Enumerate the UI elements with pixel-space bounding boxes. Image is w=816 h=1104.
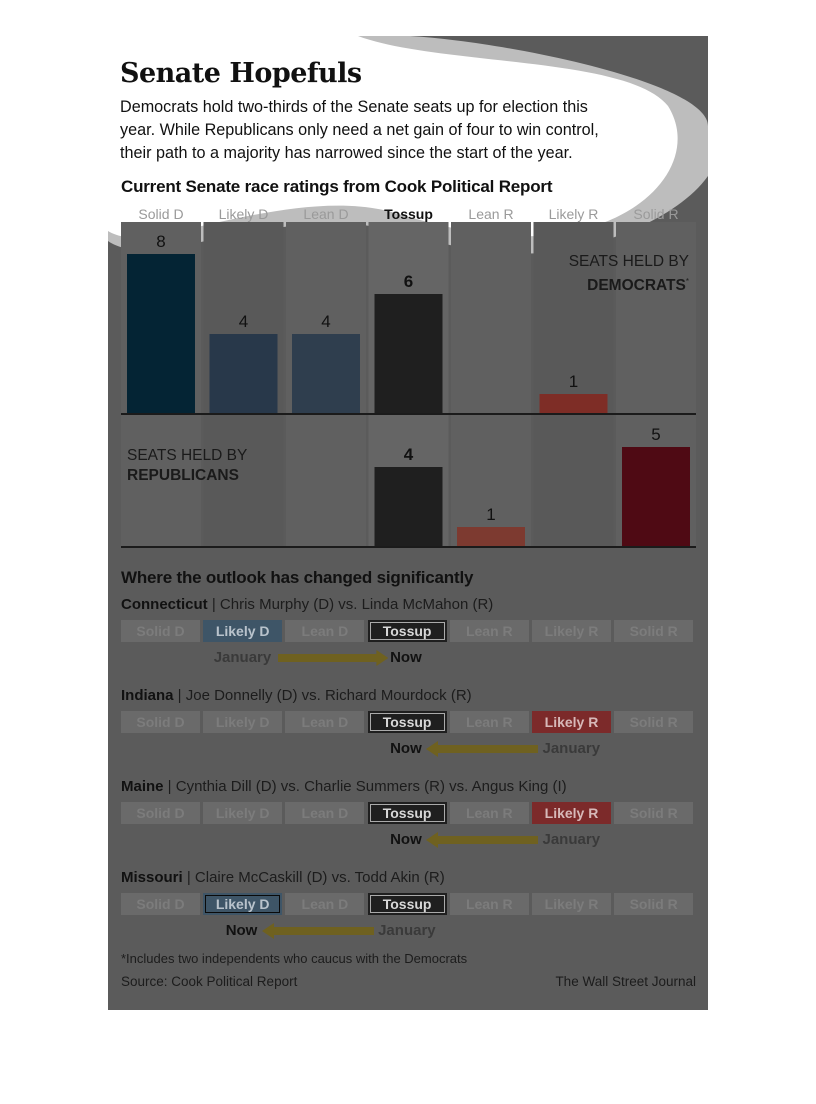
ratings-bar-chart: [108, 36, 708, 566]
change-timeline: [108, 829, 708, 851]
rating-cell: Likely D: [203, 893, 282, 915]
dem-label-line2: DEMOCRATS: [587, 277, 686, 295]
race-candidates: Claire McCaskill (D) vs. Todd Akin (R): [194, 869, 445, 886]
footnote: *Includes two independents who caucus with the Democrats: [121, 951, 468, 966]
race-separator: |: [173, 687, 186, 704]
race-state: Missouri: [121, 869, 183, 886]
rating-cell: Likely R: [532, 620, 611, 642]
rep-label-line2: REPUBLICANS: [127, 467, 239, 484]
bar: [622, 447, 690, 547]
rating-cell: Likely D: [203, 711, 282, 733]
rating-cell: Solid R: [614, 711, 693, 733]
rating-cell: Solid D: [121, 620, 200, 642]
rating-cell: Lean R: [450, 893, 529, 915]
rating-scale: [121, 802, 695, 824]
tick-label: Tossup: [384, 206, 433, 222]
data-label: 6: [403, 272, 414, 291]
rating-cell: Lean D: [285, 802, 364, 824]
bar: [210, 334, 278, 414]
rating-cell: Lean R: [450, 802, 529, 824]
race-title: [121, 869, 445, 886]
data-label: 8: [156, 232, 166, 251]
headline: Senate Hopefuls: [120, 58, 362, 89]
rating-cell: Lean D: [285, 893, 364, 915]
rating-cell: Likely R: [532, 711, 611, 733]
change-timeline: [108, 920, 708, 942]
data-label: 4: [238, 312, 249, 331]
rating-cell: Likely D: [203, 802, 282, 824]
timeline-january-label: January: [542, 831, 601, 848]
source-note: Source: Cook Political Report: [121, 974, 298, 989]
intro-line: Democrats hold two-thirds of the Senate seats up for election this: [120, 98, 588, 116]
race-separator: |: [182, 869, 195, 886]
rating-cell: Lean D: [285, 711, 364, 733]
dem-label-line1: SEATS HELD BY: [568, 253, 689, 270]
tick-label: Lean D: [303, 206, 349, 222]
intro-line: their path to a majority has narrowed since the start of the year.: [120, 144, 573, 162]
timeline-january-label: January: [378, 922, 436, 939]
race-candidates: Cynthia Dill (D) vs. Charlie Summers (R) vs. Angus King (I): [175, 778, 567, 795]
tick-label: Likely R: [548, 206, 599, 222]
timeline-january-label: January: [542, 740, 601, 757]
race-title: [121, 687, 472, 704]
race-title: [121, 778, 567, 795]
rating-cell: Solid R: [614, 620, 693, 642]
timeline-now-label: Now: [390, 831, 422, 848]
data-label: 4: [403, 445, 414, 464]
intro-line: year. While Republicans only need a net gain of four to win control,: [120, 121, 599, 139]
change-timeline: [108, 647, 708, 669]
bar: [292, 334, 360, 414]
race-state: Maine: [121, 778, 164, 795]
change-timeline: [108, 738, 708, 760]
arrow-right-icon: [278, 650, 388, 666]
publisher-credit: The Wall Street Journal: [555, 974, 696, 989]
timeline-now-label: Now: [390, 740, 422, 757]
tick-label: Solid D: [138, 206, 184, 222]
data-label: 1: [486, 505, 496, 524]
rating-cell: Solid R: [614, 893, 693, 915]
race-candidates: Joe Donnelly (D) vs. Richard Mourdock (R): [185, 687, 472, 704]
rating-cell: Lean D: [285, 620, 364, 642]
infographic-card: [108, 36, 708, 1010]
rating-cell: Tossup: [368, 893, 447, 915]
tick-label: Lean R: [468, 206, 514, 222]
rating-cell: Lean R: [450, 711, 529, 733]
rep-panel-label: [127, 446, 247, 486]
rep-label-line1: SEATS HELD BY: [127, 447, 248, 464]
race-candidates: Chris Murphy (D) vs. Linda McMahon (R): [219, 596, 494, 613]
tick-label: Likely D: [218, 206, 269, 222]
data-label: 1: [568, 372, 579, 391]
rating-scale: [121, 620, 695, 642]
rating-cell: Solid R: [614, 802, 693, 824]
bar: [375, 467, 443, 547]
bar: [127, 254, 195, 414]
timeline-january-label: January: [213, 649, 272, 666]
race-title: [121, 596, 493, 613]
rating-cell: Solid D: [121, 893, 200, 915]
rating-scale: [121, 893, 695, 915]
tick-label: Solid R: [633, 206, 679, 222]
arrow-left-icon: [262, 923, 374, 939]
dem-label-mark: *: [685, 277, 689, 286]
race-state: Connecticut: [121, 596, 208, 613]
column-bg-lean-r: [451, 222, 531, 547]
arrow-left-icon: [426, 832, 538, 848]
data-label: 5: [651, 425, 661, 444]
dem-panel-label: [569, 252, 689, 296]
timeline-now-label: Now: [225, 922, 258, 939]
race-separator: |: [207, 596, 220, 613]
data-label: 4: [321, 312, 331, 331]
timeline-now-label: Now: [390, 649, 422, 666]
section-title-changes: Where the outlook has changed significantly: [121, 568, 474, 587]
bar: [540, 394, 608, 414]
race-separator: |: [163, 778, 176, 795]
rating-cell: Likely D: [203, 620, 282, 642]
race-state: Indiana: [121, 687, 174, 704]
rating-cell: Likely R: [532, 893, 611, 915]
rating-cell: Lean R: [450, 620, 529, 642]
rating-cell: Likely R: [532, 802, 611, 824]
bar: [457, 527, 525, 547]
rating-cell: Solid D: [121, 711, 200, 733]
bar: [375, 294, 443, 414]
rating-scale: [121, 711, 695, 733]
rating-cell: Solid D: [121, 802, 200, 824]
arrow-left-icon: [426, 741, 538, 757]
chart-title: Current Senate race ratings from Cook Political Report: [121, 177, 553, 196]
rating-cell: Tossup: [368, 711, 447, 733]
rating-cell: Tossup: [368, 802, 447, 824]
rating-cell: Tossup: [368, 620, 447, 642]
